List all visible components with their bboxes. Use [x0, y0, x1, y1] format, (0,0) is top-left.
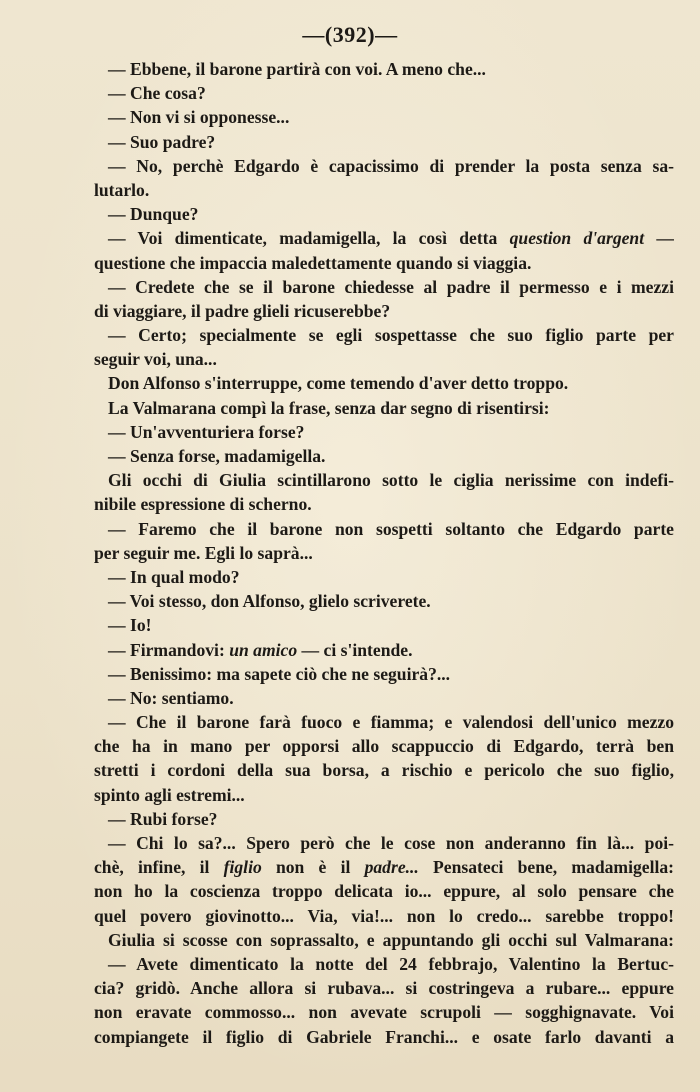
text-line [94, 226, 674, 250]
text-line: quel povero giovinotto... Via, via!... non lo credo... sarebbe troppo! [94, 905, 674, 926]
text-line: nibile espressione di scherno. [94, 494, 312, 515]
italic-phrase: question d'argent [509, 228, 645, 249]
text-line: — Avete dimenticato la notte del 24 febbrajo, Valentino la Bertuc- [108, 953, 674, 974]
page-text [94, 57, 674, 1049]
text-line: — Che il barone farà fuoco e fiamma; e valendosi dell'unico mezzo [108, 712, 674, 733]
text-line: — Non vi si opponesse... [108, 107, 290, 128]
text-line: seguir voi, una... [94, 349, 217, 370]
text-run: — [644, 228, 674, 249]
text-run: — Voi dimenticate, madamigella, la così detta [108, 228, 510, 249]
text-line: — No: sentiamo. [108, 687, 234, 708]
text-line: — Rubi forse? [108, 808, 218, 829]
text-line [94, 855, 674, 879]
text-run: — Firmandovi: [108, 639, 230, 660]
italic-phrase: figlio [223, 857, 262, 878]
text-line: — Ebbene, il barone partirà con voi. A meno che... [108, 59, 486, 79]
text-line: di viaggiare, il padre glieli ricuserebbe? [94, 300, 391, 321]
text-line: non eravate commosso... non avevate scrupoli — sogghignavate. Voi [94, 1002, 674, 1023]
text-run: chè, infine, il [94, 857, 224, 878]
text-line: — In qual modo? [108, 566, 240, 587]
text-line: lutarlo. [94, 179, 150, 200]
text-line: non ho la coscienza troppo delicata io... eppure, al solo pensare che [94, 881, 674, 902]
text-line: stretti i cordoni della sua borsa, a rischio e pericolo che suo figlio, [94, 760, 674, 781]
text-line: questione che impaccia maledettamente quando si viaggia. [94, 252, 532, 273]
text-line: — Certo; specialmente se egli sospettasse che suo figlio parte per [108, 325, 674, 346]
text-line: Gli occhi di Giulia scintillarono sotto le ciglia nerissime con indefi- [108, 470, 674, 491]
text-line: Giulia si scosse con soprassalto, e appuntando gli occhi sul Valmarana: [108, 929, 674, 950]
page-number: —(392)— [302, 22, 398, 47]
text-run: non è il [261, 857, 365, 878]
italic-phrase: padre... [364, 857, 419, 878]
text-run: Pensateci bene, madamigella: [418, 857, 674, 878]
text-line: La Valmarana compì la frase, senza dar segno di risentirsi: [108, 397, 550, 418]
text-line [94, 638, 674, 662]
text-line: — No, perchè Edgardo è capacissimo di prender la posta senza sa- [108, 155, 674, 176]
text-line: cia? gridò. Anche allora si rubava... si costringeva a rubare... eppure [94, 978, 674, 999]
text-line: — Chi lo sa?... Spero però che le cose non anderanno fin là... poi- [108, 833, 674, 853]
text-line: — Faremo che il barone non sospetti soltanto che Edgardo parte [108, 518, 674, 539]
text-line: spinto agli estremi... [94, 784, 245, 805]
italic-phrase: un amico [229, 639, 298, 660]
text-line: — Senza forse, madamigella. [108, 446, 326, 466]
text-line: — Che cosa? [108, 83, 206, 104]
text-line: — Io! [108, 615, 152, 636]
text-line: — Voi stesso, don Alfonso, glielo scriverete. [108, 591, 431, 612]
text-run: — ci s'intende. [297, 639, 413, 660]
text-line: compiangete il figlio di Gabriele Franchi... e osate farlo davanti a [94, 1026, 674, 1047]
text-line: Don Alfonso s'interruppe, come temendo d'aver detto troppo. [108, 373, 569, 394]
text-line: — Suo padre? [108, 131, 216, 152]
text-line: — Credete che se il barone chiedesse al padre il permesso e i mezzi [108, 276, 674, 297]
text-line: — Benissimo: ma sapete ciò che ne seguirà?... [108, 663, 451, 684]
text-line: — Dunque? [108, 204, 199, 225]
text-line: per seguir me. Egli lo saprà... [94, 542, 313, 563]
text-line: — Un'avventuriera forse? [108, 421, 305, 442]
text-line: che ha in mano per opporsi allo scappuccio di Edgardo, terrà ben [94, 736, 674, 757]
